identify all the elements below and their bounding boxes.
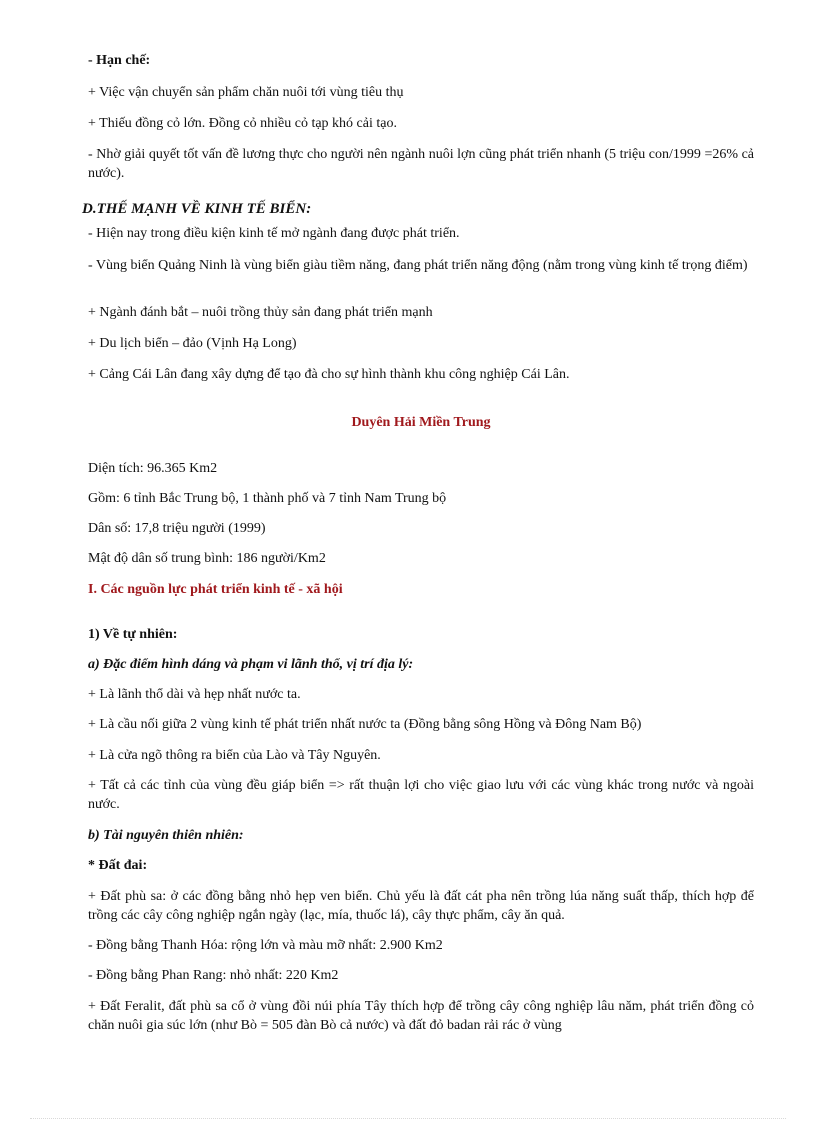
page-bottom-rule — [30, 1118, 786, 1119]
soil-heading: * Đất đai: — [88, 858, 148, 873]
region-title: Duyên Hải Miền Trung — [351, 415, 491, 430]
section-1-sub1: 1) Về tự nhiên: — [88, 627, 178, 642]
section-b-item-1: + Đất phù sa: ở các đồng bằng nhỏ hẹp ven biển. Chủ yếu là đất cát pha nên trồng lúa năng suất thấp, thích hợp để trồng các cây công nghiệp ngắn ngày (lạc, mía, thuốc lá), cây thực phẩm, cây ăn quả. — [88, 889, 754, 923]
section-b-item-2: - Đồng bằng Thanh Hóa: rộng lớn và màu mỡ nhất: 2.900 Km2 — [88, 938, 443, 953]
section-d-item-5: + Cảng Cái Lân đang xây dựng để tạo đà cho sự hình thành khu công nghiệp Cái Lân. — [88, 367, 570, 382]
section-1-heading: I. Các nguồn lực phát triển kinh tế - xã hội — [88, 582, 343, 597]
han-che-item-3: - Nhờ giải quyết tốt vấn đề lương thực cho người nên ngành nuôi lợn cũng phát triển nhanh (5 triệu con/1999 =26% cả nước). — [88, 147, 754, 181]
region-area: Diện tích: 96.365 Km2 — [88, 461, 218, 476]
section-d-item-3: + Ngành đánh bắt – nuôi trồng thủy sản đang phát triển mạnh — [88, 305, 433, 320]
region-population: Dân số: 17,8 triệu người (1999) — [88, 521, 266, 536]
han-che-heading: - Hạn chế: — [88, 53, 151, 68]
section-d-item-2: - Vùng biển Quảng Ninh là vùng biển giàu tiềm năng, đang phát triển năng động (nằm trong vùng kinh tế trọng điểm) — [88, 258, 748, 273]
section-b-item-4: + Đất Feralit, đất phù sa cổ ở vùng đồi núi phía Tây thích hợp để trồng cây công nghiệp lâu năm, phát triển đồng cỏ chăn nuôi gia súc lớn (như Bò = 505 đàn Bò cả nước) và đất đỏ badan rải rác ở vùng — [88, 999, 754, 1033]
section-d-item-4: + Du lịch biển – đảo (Vịnh Hạ Long) — [88, 336, 297, 351]
section-a-item-4: + Tất cả các tỉnh của vùng đều giáp biển => rất thuận lợi cho việc giao lưu với các vùng khác trong nước và ngoài nước. — [88, 778, 754, 812]
section-b-item-3: - Đồng bằng Phan Rang: nhỏ nhất: 220 Km2 — [88, 968, 339, 983]
han-che-item-1: + Việc vận chuyển sản phẩm chăn nuôi tới vùng tiêu thụ — [88, 85, 404, 100]
section-d-item-1: - Hiện nay trong điều kiện kinh tế mở ngành đang được phát triển. — [88, 226, 460, 241]
section-a-item-2: + Là cầu nối giữa 2 vùng kinh tế phát triển nhất nước ta (Đồng bằng sông Hồng và Đông Nam Bộ) — [88, 717, 642, 732]
section-1-sub-b: b) Tài nguyên thiên nhiên: — [88, 828, 244, 843]
region-composition: Gồm: 6 tỉnh Bắc Trung bộ, 1 thành phố và 7 tỉnh Nam Trung bộ — [88, 491, 447, 506]
han-che-item-2: + Thiếu đồng cỏ lớn. Đồng cỏ nhiều cỏ tạp khó cải tạo. — [88, 116, 397, 131]
section-a-item-1: + Là lãnh thổ dài và hẹp nhất nước ta. — [88, 687, 301, 702]
region-density: Mật độ dân số trung bình: 186 người/Km2 — [88, 551, 326, 566]
section-1-sub-a: a) Đặc điểm hình dáng và phạm vi lãnh thổ, vị trí địa lý: — [88, 657, 414, 672]
section-a-item-3: + Là cửa ngõ thông ra biển của Lào và Tây Nguyên. — [88, 748, 381, 763]
section-d-heading: D.THẾ MẠNH VỀ KINH TẾ BIỂN: — [82, 201, 312, 217]
